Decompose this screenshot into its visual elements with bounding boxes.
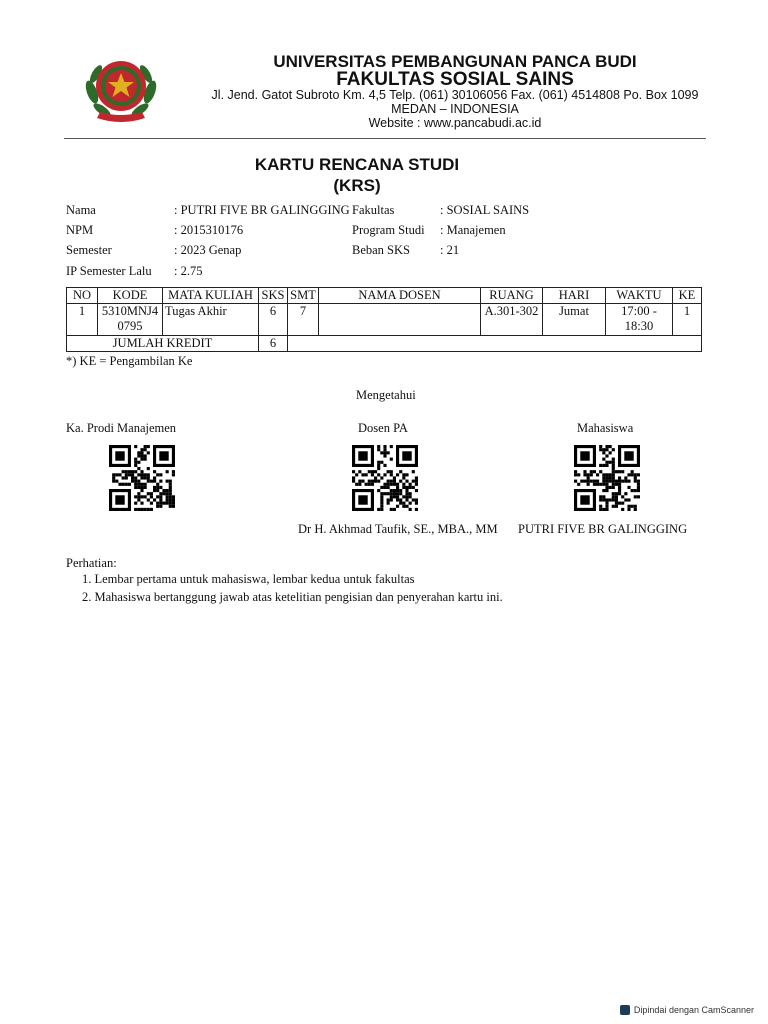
qr-code-icon [109,445,175,511]
col-header: RUANG [481,288,543,304]
dosen-name: Dr H. Akhmad Taufik, SE., MBA., MM [298,522,498,536]
camscanner-watermark [620,1005,754,1015]
col-header: NAMA DOSEN [319,288,481,304]
notes-heading: Perhatian: [66,556,117,570]
col-header: SKS [259,288,288,304]
ip-value: : 2.75 [174,264,203,278]
total-empty [288,336,702,352]
city: MEDAN – INDONESIA [391,102,519,116]
qr-code-icon [574,445,640,511]
cell-sks: 6 [259,304,288,336]
mahasiswa-title: Mahasiswa [577,421,634,435]
cell-mata-kuliah: Tugas Akhir [163,304,259,336]
mengetahui-label: Mengetahui [356,388,416,402]
total-label: JUMLAH KREDIT [67,336,259,352]
cell-hari: Jumat [543,304,606,336]
col-header: NO [67,288,98,304]
col-header: HARI [543,288,606,304]
col-header: KODE [98,288,163,304]
fakultas-value: : SOSIAL SAINS [440,203,530,217]
cell-ruang: A.301-302 [481,304,543,336]
table-header-row [67,288,702,304]
prodi-value: : Manajemen [440,223,506,237]
col-header: WAKTU [606,288,673,304]
address: Jl. Jend. Gatot Subroto Km. 4,5 Telp. (061) 30106056 Fax. (061) 4514808 Po. Box 1099 [211,88,699,102]
cell-waktu: 17:00 - 18:30 [606,304,673,336]
total-value: 6 [259,336,288,352]
krs-table [66,287,702,352]
col-header: MATA KULIAH [163,288,259,304]
note-item: 1. Lembar pertama untuk mahasiswa, lembar kedua untuk fakultas [82,572,415,586]
qr-code-icon [352,445,418,511]
semester-label: Semester [66,243,112,257]
faculty-name: FAKULTAS SOSIAL SAINS [336,69,574,90]
watermark-text: Dipindai dengan CamScanner [633,1005,754,1015]
cell-ke: 1 [673,304,702,336]
document-subtitle: (KRS) [333,176,381,195]
note-item: 2. Mahasiswa bertanggung jawab atas ketelitian pengisian dan penyerahan kartu ini. [82,590,503,604]
prodi-title: Ka. Prodi Manajemen [66,421,177,435]
nama-label: Nama [66,203,96,217]
nama-value: : PUTRI FIVE BR GALINGGING [174,203,350,217]
col-header: SMT [288,288,319,304]
total-row [67,336,702,352]
university-logo [80,46,162,128]
beban-label: Beban SKS [352,243,410,257]
document-title: KARTU RENCANA STUDI [254,155,460,174]
university-name: UNIVERSITAS PEMBANGUNAN PANCA BUDI [273,52,637,71]
header-divider [64,138,706,139]
cell-smt: 7 [288,304,319,336]
npm-label: NPM [66,223,94,237]
table-row [67,304,702,336]
cell-kode: 5310MNJ40795 [98,304,163,336]
cell-no: 1 [67,304,98,336]
ip-label: IP Semester Lalu [66,264,152,278]
camscanner-icon [620,1005,630,1015]
beban-value: : 21 [440,243,460,257]
dosen-title: Dosen PA [358,421,408,435]
col-header: KE [673,288,702,304]
website: Website : www.pancabudi.ac.id [368,116,542,130]
cell-dosen [319,304,481,336]
fakultas-label: Fakultas [352,203,395,217]
semester-value: : 2023 Genap [174,243,242,257]
footnote: *) KE = Pengambilan Ke [66,354,193,368]
npm-value: : 2015310176 [174,223,244,237]
mahasiswa-name: PUTRI FIVE BR GALINGGING [518,522,688,536]
prodi-label: Program Studi [352,223,425,237]
